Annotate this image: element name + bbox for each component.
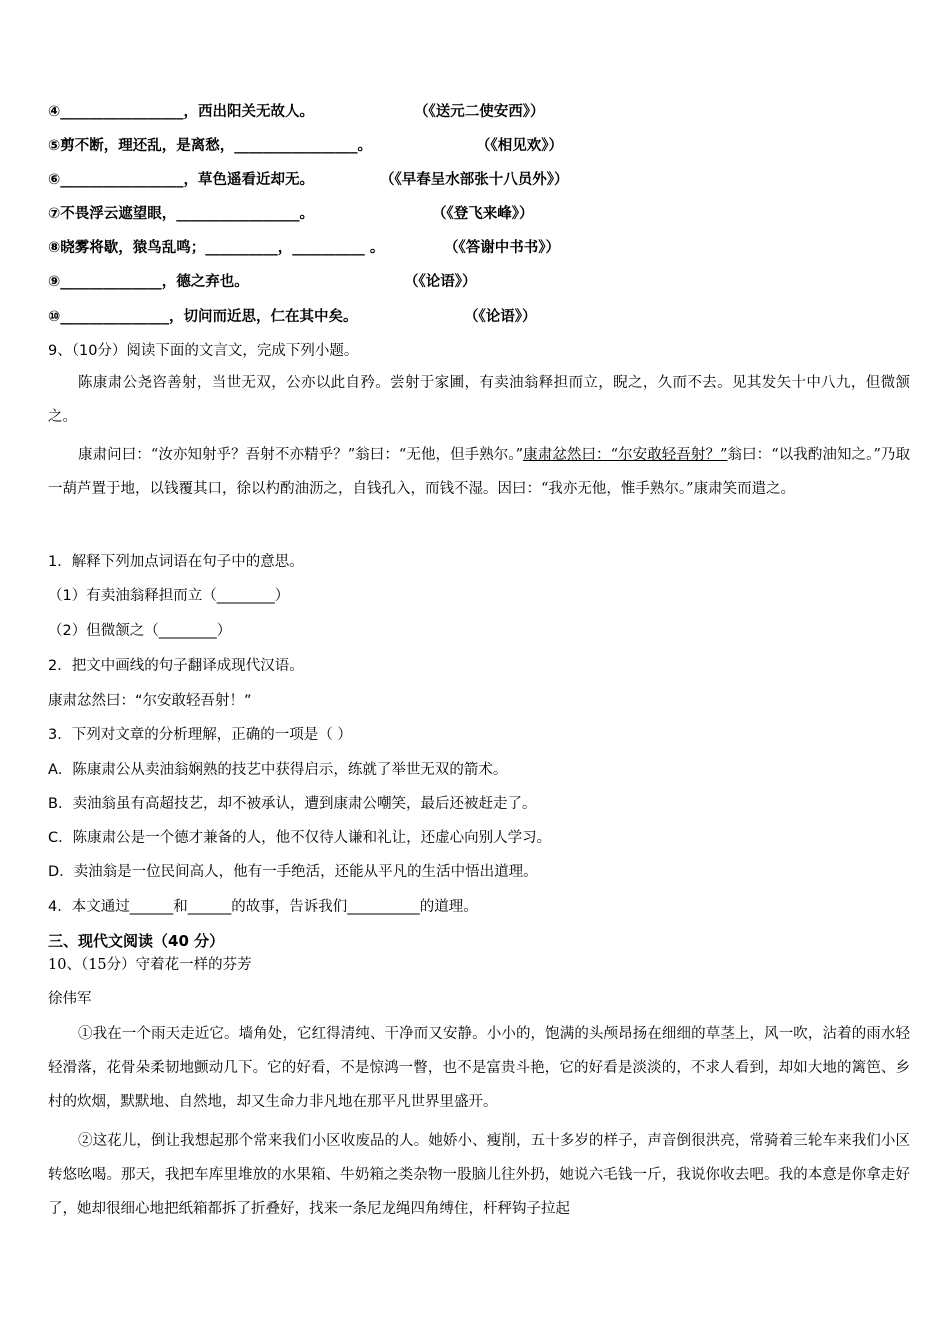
poem-text: ⑤剪不断，理还乱，是离愁，_________________。 (48, 138, 373, 154)
poem-text: ⑩_______________，切问而近思，仁在其中矣。 (48, 309, 358, 325)
q9-underlined-sentence: 康肃忿然曰：“尔安敢轻吾射？” (523, 447, 728, 463)
poem-source-6: （《早春呈水部张十八员外》） (380, 172, 569, 188)
poem-text: ④_________________，西出阳关无故人。 (48, 104, 315, 120)
q9-sub1a: （1）有卖油翁释担而立（________） (48, 588, 290, 604)
poem-source-10: （《论语》） (464, 309, 537, 325)
poem-source-8: （《答谢中书书》） (444, 240, 560, 256)
poem-text: ⑧晓雾将歇，猿鸟乱鸣；__________，__________ 。 (48, 240, 385, 256)
poem-text: ⑥_________________，草色遥看近却无。 (48, 172, 315, 188)
q10-header: 10、（15分）守着花一样的芬芳 (48, 957, 252, 973)
poem-line-9 (48, 272, 910, 292)
q10-passage-p2: ②这花儿，倒让我想起那个常来我们小区收废品的人。她娇小、瘦削，五十多岁的样子，声音倒很洪亮，常骑着三轮车来我们小区转悠吆喝。那天，我把车库里堆放的水果箱、牛奶箱之类杂物一股脑儿往外扔，她说六毛钱一斤，我说你收去吧。我的本意是你拿走好了，她却很细心地把纸箱都拆了折叠好，找来一条尼龙绳四角缚住，杆秤钩子拉起 (48, 1133, 910, 1217)
q9-passage-p2 (48, 438, 910, 506)
q9-option-c: C．陈康肃公是一个德才兼备的人，他不仅待人谦和礼让，还虚心向别人学习。 (48, 830, 552, 846)
poem-source-7: （《登飞来峰》） (432, 206, 534, 222)
poem-text: ⑦不畏浮云遮望眼，_________________。 (48, 206, 315, 222)
q9-sub2-quote: 康肃忿然曰：“尔安敢轻吾射！” (48, 693, 252, 709)
q9-header: 9、（10分）阅读下面的文言文，完成下列小题。 (48, 343, 359, 359)
q10-author: 徐伟军 (48, 991, 92, 1007)
q9-option-b: B．卖油翁虽有高超技艺，却不被承认，遭到康肃公嘲笑，最后还被赶走了。 (48, 796, 537, 812)
q9-p2-end: 翁曰：“以我酌油知之。”乃取一葫芦置于地，以钱覆其口，徐以杓酌油沥之，自钱孔入，而钱不湿。因曰：“我亦无他，惟手熟尔。”康肃笑而遣之。 (48, 447, 911, 497)
q9-sub3: 3．下列对文章的分析理解，正确的一项是（ ） (48, 727, 352, 743)
poem-source-5: （《相见欢》） (476, 138, 563, 154)
q9-sub2: 2．把文中画线的句子翻译成现代汉语。 (48, 658, 304, 674)
q10-passage-p1: ①我在一个雨天走近它。墙角处，它红得清纯、干净而又安静。小小的，饱满的头颅昂扬在细细的草茎上，风一吹，沾着的雨水轻轻滑落，花骨朵柔韧地颤动几下。它的好看，不是惊鸿一瞥，也不是富贵斗艳，它的好看是淡淡的，不求人看到，却如大地的篱笆、乡村的炊烟，默默地、自然地，却又生命力非凡地在那平凡世界里盛开。 (48, 1026, 910, 1110)
q9-sub4: 4．本文通过______和______的故事，告诉我们__________的道理。 (48, 899, 478, 915)
section3-title: 三、现代文阅读（40 分） (48, 932, 225, 950)
q9-option-a: A．陈康肃公从卖油翁娴熟的技艺中获得启示，练就了举世无双的箭术。 (48, 762, 508, 778)
q9-sub1b: （2）但微颔之（________） (48, 623, 232, 639)
q9-p2-start: 康肃问曰：“汝亦知射乎？吾射不亦精乎？”翁曰：“无他，但手熟尔。” (78, 447, 524, 463)
q9-passage-p1: 陈康肃公尧咨善射，当世无双，公亦以此自矜。尝射于家圃，有卖油翁释担而立，睨之，久而不去。见其发矢十中八九，但微颔之。 (48, 375, 910, 425)
poem-source-4: （《送元二使安西》） (414, 104, 545, 120)
poem-source-9: （《论语》） (404, 274, 477, 290)
q9-option-d: D．卖油翁是一位民间高人，他有一手绝活，还能从平凡的生活中悟出道理。 (48, 864, 538, 880)
poem-text: ⑨______________，德之弃也。 (48, 274, 249, 290)
q9-sub1: 1．解释下列加点词语在句子中的意思。 (48, 554, 304, 570)
